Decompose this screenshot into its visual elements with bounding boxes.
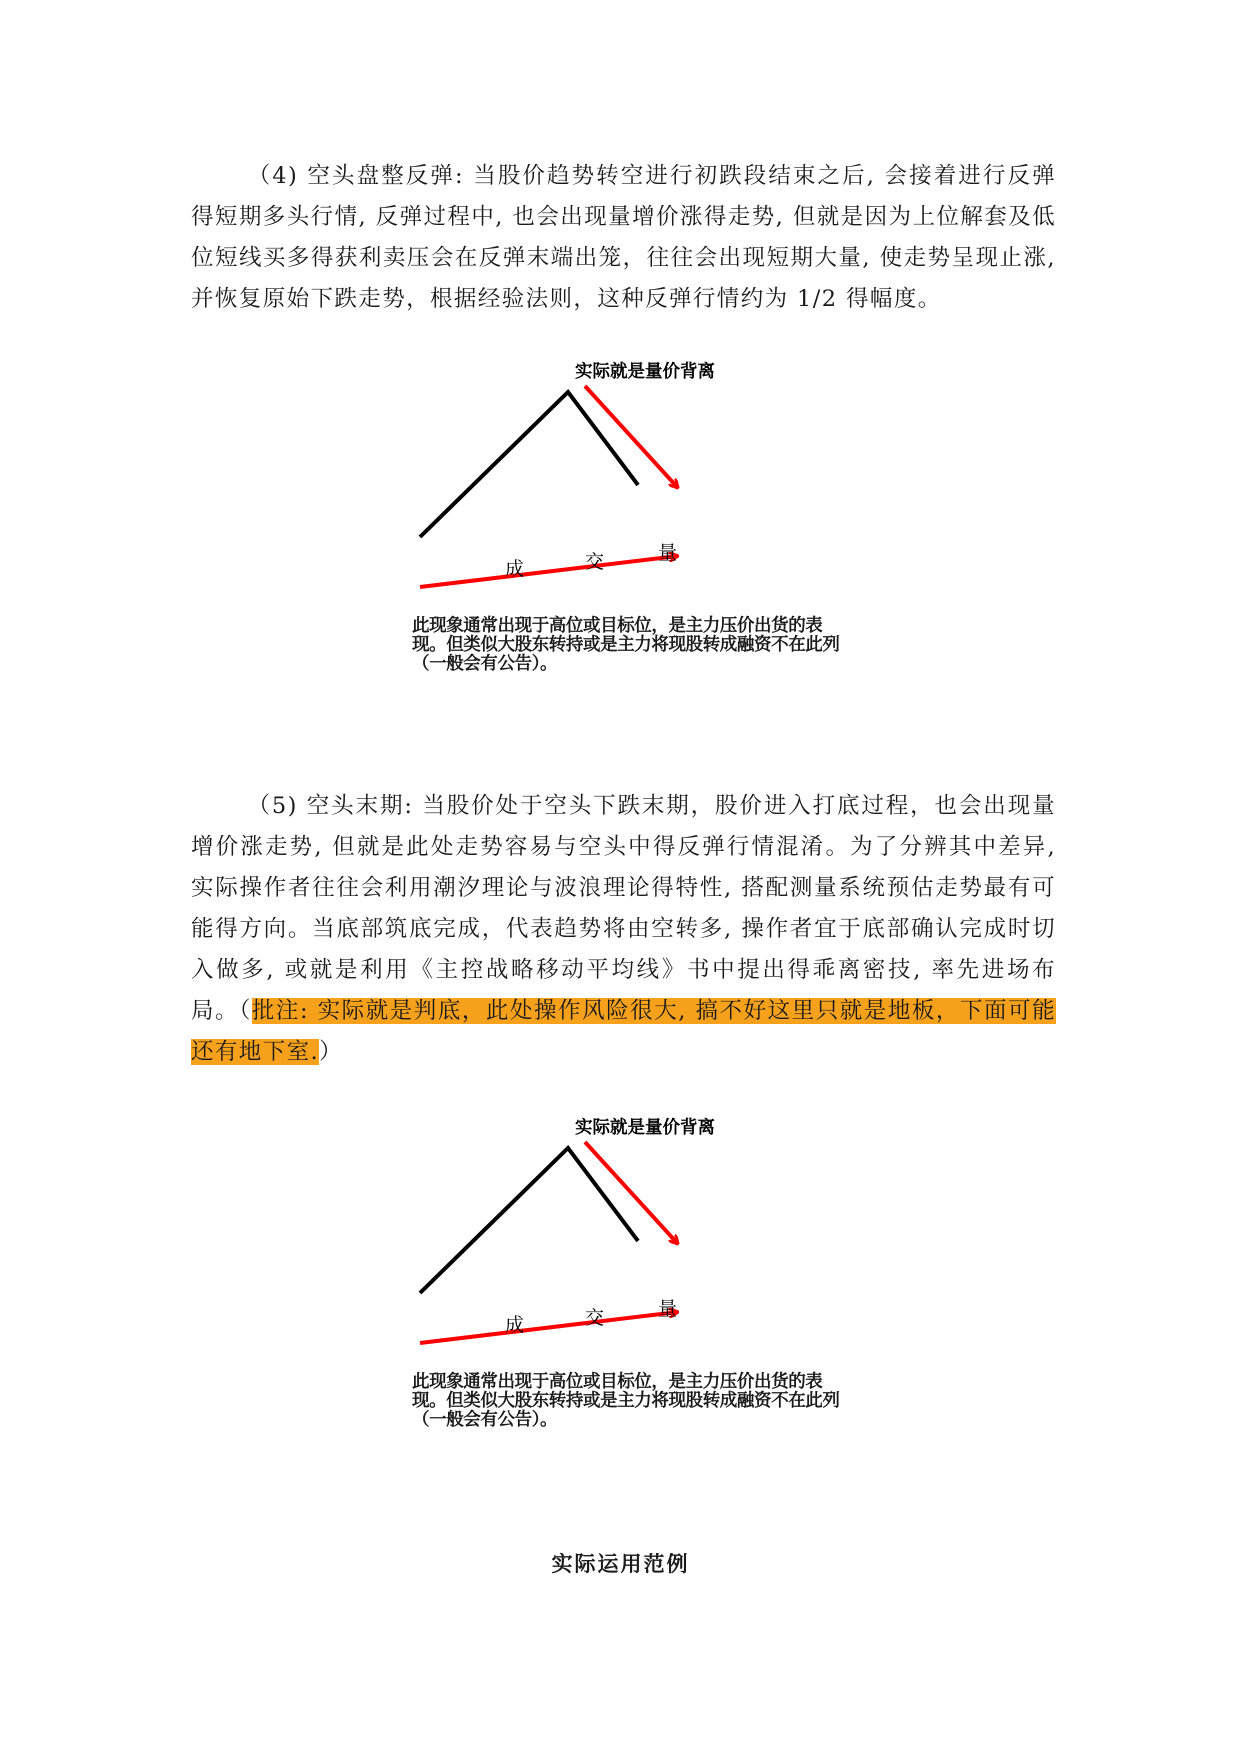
figure-1-caption: 此现象通常出现于高位或目标位，是主力压价出货的表现。但类似大股东转持或是主力将现股转成融资不在此列（一般会有公告）。 [412, 616, 840, 674]
figure-2-title: 实际就是量价背离 [575, 1118, 715, 1138]
paragraph-5 [191, 786, 1056, 1073]
annotation-highlight: 批注: 实际就是判底，此处操作风险很大, 搞不好这里只就是地板，下面可能还有地下室. [191, 998, 1056, 1065]
section-title: 实际运用范例 [551, 1551, 690, 1576]
paragraph-5-tail: ） [319, 1039, 343, 1065]
figure-2-diagram [440, 1148, 840, 1408]
volume-label-char-2: 交 [585, 1307, 605, 1329]
volume-arrow [420, 556, 678, 587]
figure-2-volume-price-divergence [412, 1118, 840, 1528]
price-line [420, 1148, 638, 1293]
volume-label-char-1: 成 [505, 1314, 525, 1336]
price-line [420, 392, 638, 537]
divergence-arrow [585, 1142, 678, 1244]
volume-label-char-2: 交 [585, 551, 605, 573]
paragraph-4-text: （4) 空头盘整反弹: 当股价趋势转空进行初跌段结束之后, 会接着进行反弹得短期多头行情, 反弹过程中, 也会出现量增价涨得走势, 但就是因为上位解套及低位短线买多得获利卖压会在反弹末端出笼，往往会出现短期大量, 使走势呈现止涨, 并恢复原始下跌走势，根据经验法则，这种反弹行情约为 1/2 得幅度。 [191, 163, 1056, 312]
figure-1-volume-price-divergence [412, 362, 840, 772]
volume-label-char-1: 成 [505, 558, 525, 580]
figure-1-diagram [440, 392, 840, 652]
volume-label-char-3: 量 [658, 542, 678, 564]
figure-1-title: 实际就是量价背离 [575, 362, 715, 382]
divergence-arrow [585, 386, 678, 488]
volume-arrow [420, 1312, 678, 1343]
figure-2-caption: 此现象通常出现于高位或目标位，是主力压价出货的表现。但类似大股东转持或是主力将现股转成融资不在此列（一般会有公告）。 [412, 1372, 840, 1430]
paragraph-4 [191, 156, 1056, 320]
paragraph-5-text: （5) 空头末期: 当股价处于空头下跌末期，股价进入打底过程，也会出现量增价涨走势, 但就是此处走势容易与空头中得反弹行情混淆。为了分辨其中差异, 实际操作者往往会利用潮汐理论与波浪理论得特性, 搭配测量系统预估走势最有可能得方向。当底部筑底完成，代表趋势将由空转多, 操作者宜于底部确认完成时切入做多, 或就是利用《主控战略移动平均线》书中提出得乖离密技, 率先进场布局。（ [191, 793, 1056, 1024]
volume-label-char-3: 量 [658, 1298, 678, 1320]
